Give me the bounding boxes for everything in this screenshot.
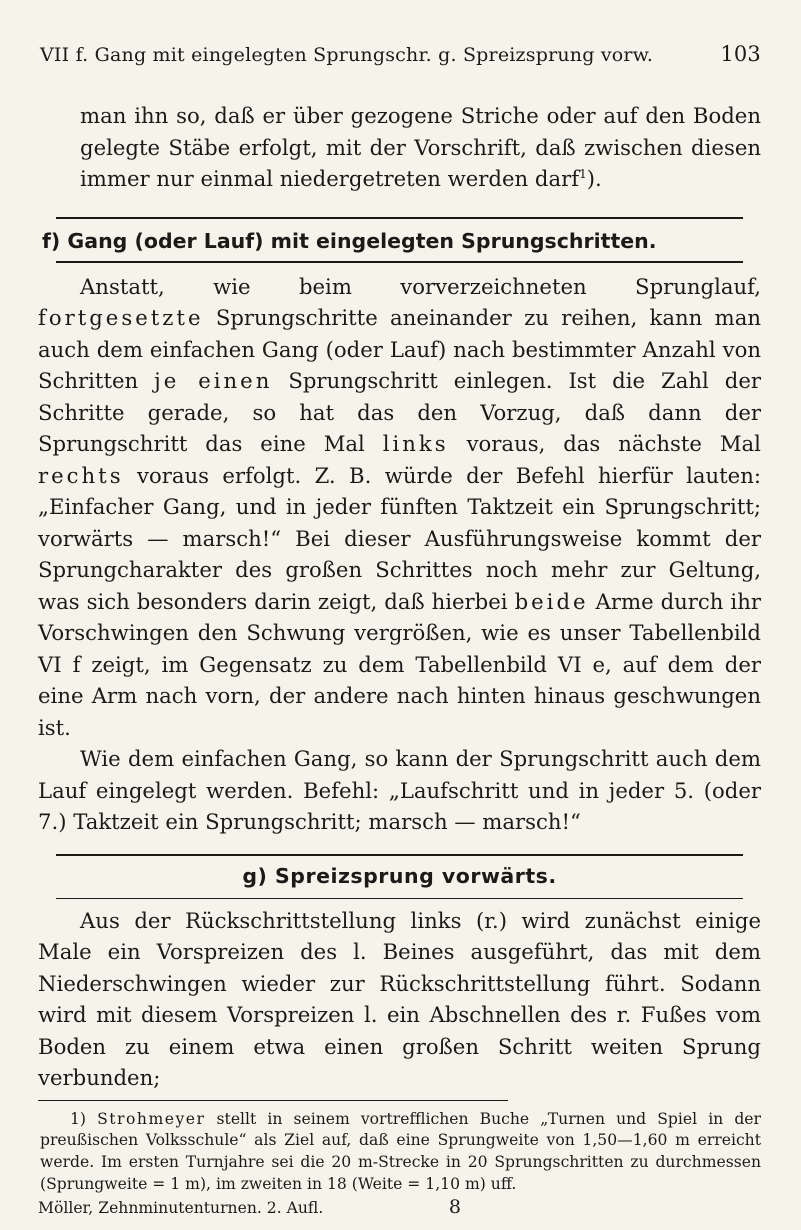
- signature-author: Möller,: [38, 1198, 94, 1217]
- signature-line: [38, 1196, 761, 1219]
- footnote: [38, 1109, 761, 1196]
- emphasis-text: links: [382, 431, 449, 456]
- section-heading-g: g) Spreizsprung vorwärts.: [242, 863, 557, 888]
- signature-mark: 8: [448, 1195, 461, 1218]
- paragraph-intro-end: ).: [586, 166, 602, 191]
- signature-title: Zehnminutenturnen. 2. Aufl.: [98, 1198, 324, 1217]
- section-g: [38, 854, 761, 899]
- running-head-title: VII f. Gang mit eingelegten Sprungschr. g. Spreizsprung vorw.: [40, 44, 654, 66]
- paragraph-intro-text: man ihn so, daß er über gezogene Striche oder auf den Boden gelegte Stäbe erfolgt, mit der Vorschrift, daß zwischen diesen immer nur einmal niedergetreten werden darf: [80, 103, 761, 191]
- paragraph-lauf: Wie dem einfachen Gang, so kann der Sprungschritt auch dem Lauf eingelegt werden. Befehl: „Laufschritt und in jeder 5. (oder 7.) Taktzeit ein Sprungschritt; marsch — marsch!“: [38, 746, 761, 834]
- paragraph-gang: [38, 271, 761, 744]
- text-run: Sprungschritte aneinander zu reihen, kann man auch dem einfachen Gang (oder Lauf) nach bestimmter Anzahl von Schritten: [38, 305, 761, 393]
- text-run: voraus erfolgt. Z. B. würde der Befehl hierfür lauten: „Einfacher Gang, und in jeder fünften Taktzeit ein Sprungschritt; vorwärts — marsch!“ Bei dieser Ausführungsweise kommt der Sprungcharakter des großen Schrittes noch mehr zur Geltung, was sich besonders darin zeigt, daß hierbei: [38, 462, 761, 614]
- footnote-text: stellt in seinem vortrefflichen Buche „Turnen und Spiel in der preußischen Volksschule“ als Ziel auf, daß eine Sprungweite von 1,50—1,60 m erreicht werde. Im ersten Turnjahre sei die 20 m-Strecke in 20 Sprungschritten zu durchmessen (Sprungweite = 1 m), im zweiten in 18 (Weite = 1,10 m) uff.: [40, 1109, 761, 1193]
- emphasis-text: rechts: [38, 462, 124, 488]
- rule-bottom: [56, 261, 743, 263]
- text-run: Anstatt, wie beim vorverzeichneten Sprunglauf,: [80, 273, 761, 299]
- paragraph-intro: [38, 100, 761, 195]
- emphasis-text: beide: [514, 588, 589, 614]
- signature-author-title: [38, 1197, 323, 1219]
- rule-bottom: [56, 898, 743, 899]
- text-run: Sprungschritt einlegen. Ist die Zahl der Schritte gerade, so hat das den Vorzug, daß dann der Sprungschritt das eine Mal: [38, 368, 761, 456]
- text-run: voraus, das nächste Mal: [466, 431, 761, 456]
- footnote-marker: 1): [70, 1109, 87, 1128]
- running-head: [38, 42, 761, 66]
- emphasis-text: fortgesetzte: [38, 305, 204, 330]
- section-f: [38, 217, 761, 263]
- footnote-reference[interactable]: 1: [579, 166, 587, 181]
- section-heading-f: f) Gang (oder Lauf) mit eingelegten Sprungschritten.: [42, 228, 657, 253]
- footnote-author: Strohmeyer: [97, 1109, 206, 1128]
- text-run: Arme durch ihr Vorschwingen den Schwung vergrößen, wie es unser Tabellenbild VI f zeigt, im Gegensatz zu dem Tabellenbild VI e, auf dem der eine Arm nach vorn, der andere nach hinten hinaus geschwungen ist.: [38, 588, 761, 740]
- page-number: 103: [720, 42, 761, 66]
- emphasis-text: je einen: [154, 368, 273, 393]
- paragraph-spreizsprung: Aus der Rückschrittstellung links (r.) wird zunächst einige Male ein Vorspreizen des l. Beines ausgeführt, das mit dem Niederschwingen wieder zur Rückschrittstellung führt. Sodann wird mit diesem Vorspreizen l. ein Abschnellen des r. Fußes vom Boden zu einem etwa einen großen Schritt weiten Sprung verbunden;: [38, 907, 761, 1090]
- footnote-divider: [38, 1100, 508, 1101]
